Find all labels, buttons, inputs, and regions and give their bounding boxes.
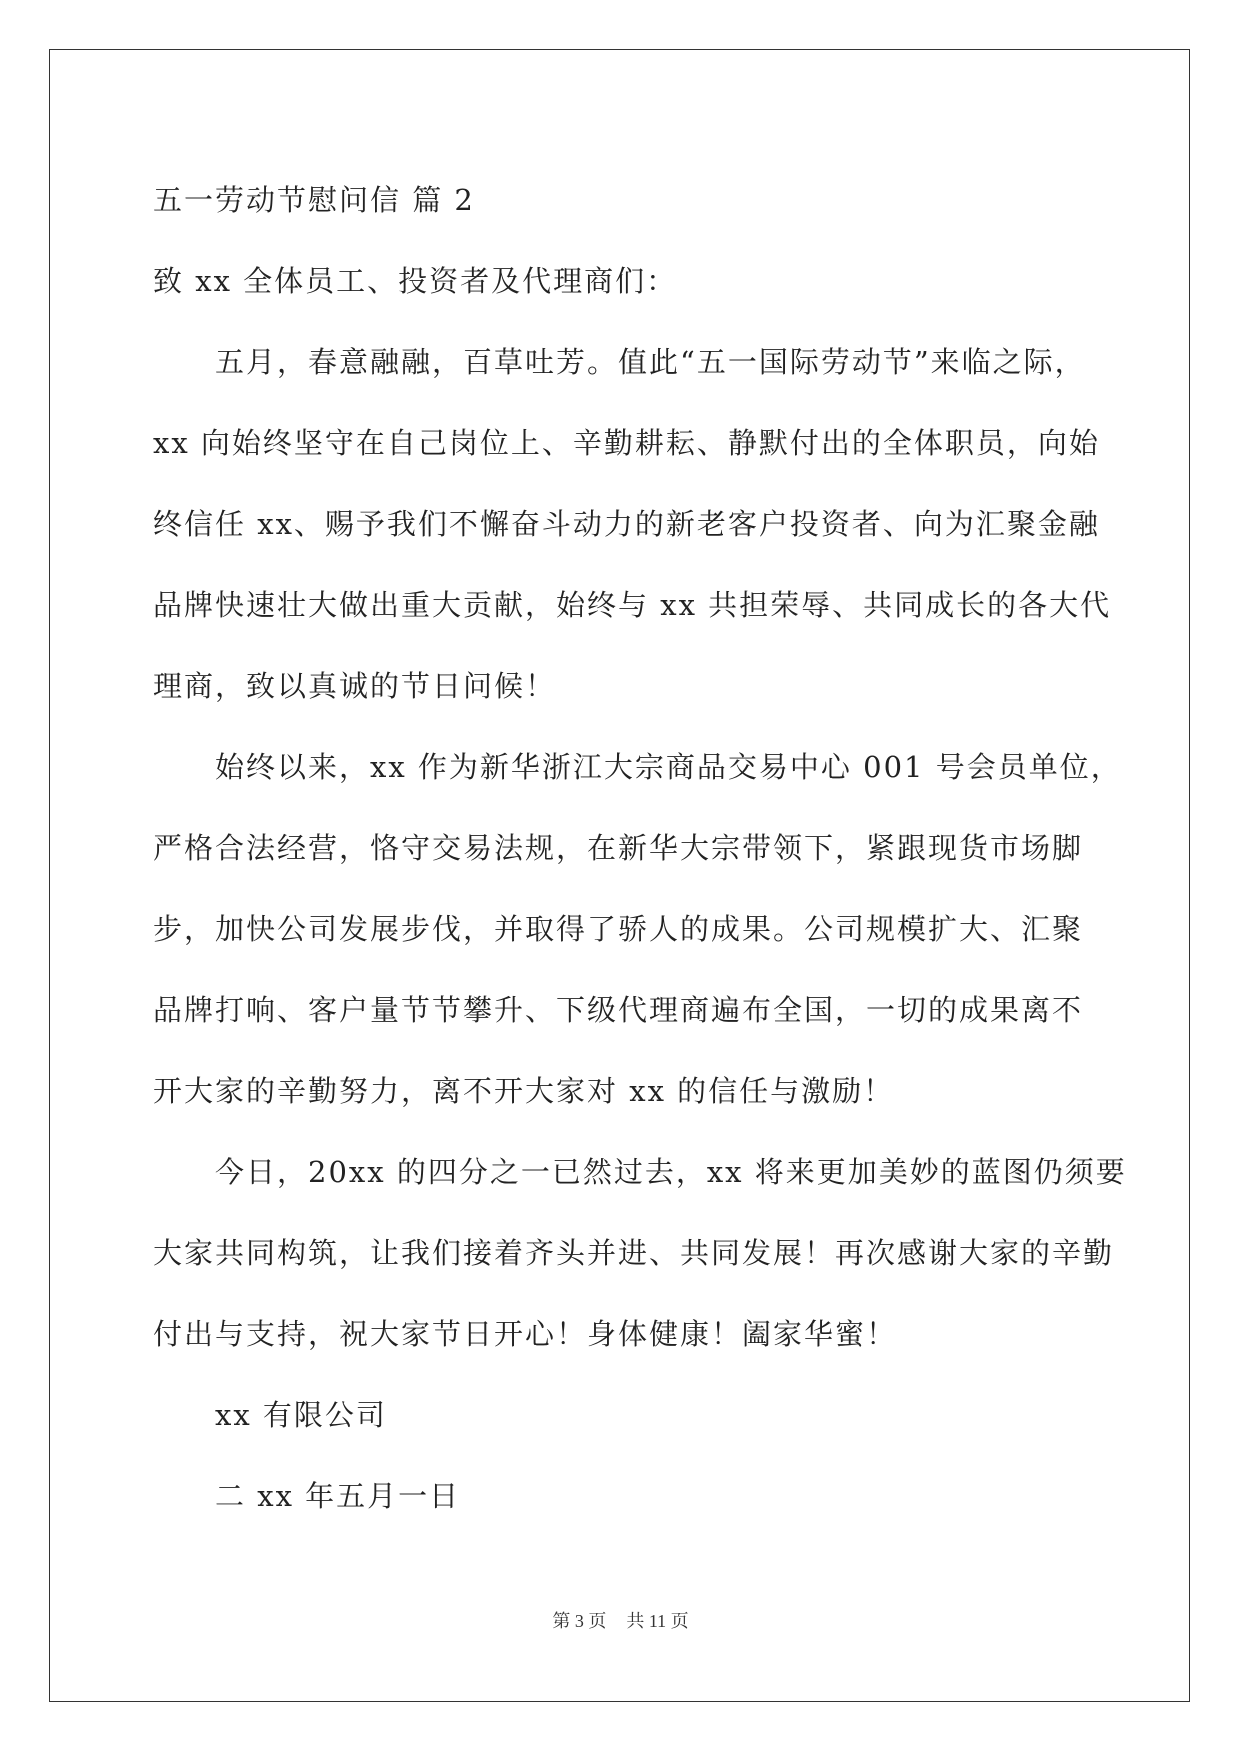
page-total: 共 11 页 <box>626 1611 689 1631</box>
page-number: 第 3 页 <box>552 1611 607 1631</box>
paragraph-line: 大家共同构筑，让我们接着齐头并进、共同发展！再次感谢大家的辛勤 <box>153 1236 1115 1270</box>
paragraph-line: 步，加快公司发展步伐，并取得了骄人的成果。公司规模扩大、汇聚 <box>153 912 1084 946</box>
letter-title: 五一劳动节慰问信 篇 2 <box>153 183 475 217</box>
paragraph-line: 五月，春意融融，百草吐芳。值此“五一国际劳动节”来临之际， <box>215 345 1086 379</box>
paragraph-line: 开大家的辛勤努力，离不开大家对 xx 的信任与激励！ <box>153 1074 895 1108</box>
paragraph-line: 品牌快速壮大做出重大贡献，始终与 xx 共担荣辱、共同成长的各大代 <box>153 588 1112 622</box>
paragraph-line: 理商，致以真诚的节日问候！ <box>153 669 557 703</box>
letter-body <box>153 160 1127 1537</box>
letter-date: 二 xx 年五月一日 <box>215 1479 461 1513</box>
salutation: 致 xx 全体员工、投资者及代理商们： <box>153 264 678 298</box>
paragraph-line: 始终以来，xx 作为新华浙江大宗商品交易中心 001 号会员单位， <box>215 750 1122 784</box>
paragraph-3 <box>153 1132 1127 1375</box>
paragraph-2 <box>153 727 1122 1132</box>
paragraph-line: xx 向始终坚守在自己岗位上、辛勤耕耘、静默付出的全体职员，向始 <box>153 426 1100 460</box>
paragraph-line: 今日，20xx 的四分之一已然过去，xx 将来更加美妙的蓝图仍须要 <box>215 1155 1127 1189</box>
paragraph-1 <box>153 322 1112 727</box>
signature: xx 有限公司 <box>215 1398 387 1432</box>
paragraph-line: 严格合法经营，恪守交易法规，在新华大宗带领下，紧跟现货市场脚 <box>153 831 1084 865</box>
paragraph-line: 品牌打响、客户量节节攀升、下级代理商遍布全国，一切的成果离不 <box>153 993 1084 1027</box>
paragraph-line: 付出与支持，祝大家节日开心！身体健康！阖家华蜜！ <box>153 1317 898 1351</box>
page-footer <box>0 1607 1241 1633</box>
paragraph-line: 终信任 xx、赐予我们不懈奋斗动力的新老客户投资者、向为汇聚金融 <box>153 507 1100 541</box>
